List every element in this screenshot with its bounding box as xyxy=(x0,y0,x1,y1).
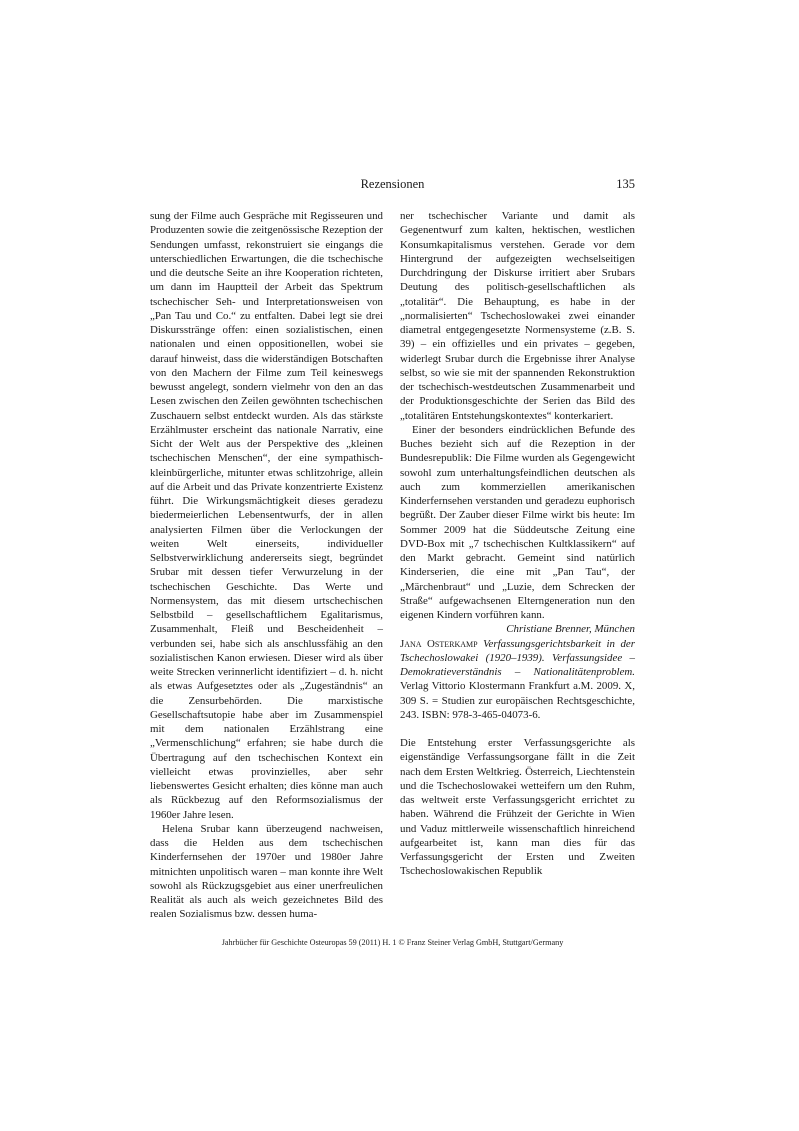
reviewer-signature: Christiane Brenner, München xyxy=(506,623,635,636)
body-paragraph: Helena Srubar kann überzeugend nachweisen, dass die Helden aus dem tschechischen Kinderfernsehen der 1970er und 1980er Jahre mitnichten unpolitisch waren – man konnte ihre Welt sowohl als Rückzugsgebiet aus einer unerfreulichen Realität als auch als weich gezeichnetes Bild des realen Sozialismus bzw. dessen huma- xyxy=(150,822,383,921)
left-column xyxy=(150,209,383,922)
spacer xyxy=(400,722,635,736)
book-citation xyxy=(400,637,635,723)
book-title: Verfassungsgerichtsbarkeit in der Tschechoslowakei (1920–1939). Verfassungsidee – Demokratieverständnis – Nationalitätenproblem. xyxy=(400,637,635,678)
body-paragraph: Die Entstehung erster Verfassungsgerichte als eigenständige Verfassungsorgane fällt in die Zeit nach dem Ersten Weltkrieg. Österreich, Liechtenstein und die Tschechoslowakei wetteifern um den Ruhm, das weltweit erste Verfassungsgericht errichtet zu haben. Während die Frühzeit der Gerichte in Wien und Vaduz mittlerweile wissenschaftlich hinreichend aufgearbeitet ist, kann man dies für das Verfassungsgericht der Ersten und Zweiten Tschechoslowakischen Republik xyxy=(400,737,635,878)
body-paragraph: sung der Filme auch Gespräche mit Regisseuren und Produzenten sowie die zeitgenössische Rezeption der Sendungen umfasst, rekonstruiert sie eingangs die unterschiedlichen Erwartungen, die die tschechische und die deutsche Seite an ihre Kooperation richteten, um dann im Hauptteil der Arbeit das Spektrum tschechischer Seh- und Interpretationsweisen von „Pan Tau und Co.“ zu entfalten. Dabei legt sie drei Diskursstränge offen: einen sozialistischen, einen nationalen und einen oppositionellen, wobei sie darauf hinweist, dass die widerständigen Botschaften von den Machern der Filme zum Teil keineswegs bewusst angelegt, sondern vielmehr von den an das Lesen zwischen den Zeilen gewöhnten tschechischen Zuschauern selbst entdeckt wurden. Als das stärkste Erzählmuster erscheint das nationale Narrativ, eine Sicht der Welt aus der Perspektive des „kleinen tschechischen Menschen“, der eine sympathisch-kleinbürgerliche, mitunter etwas schlitzohrige, allein auf die Arbeit und das Private konzentrierte Existenz führt. Die Wirkungsmächtigkeit dieses geradezu biedermeierlichen Lebensentwurfs, der in allen analysierten Filmen über die Verlockungen der weiten Welt einerseits, individueller Selbstverwirklichung andererseits siegt, begründet Srubar mit dessen tiefer Verwurzelung in der tschechischen Geschichte. Das Werte und Normensystem, das mit diesem urtschechischen Selbstbild – gesellschaftlichem Egalitarismus, Zusammenhalt, Fleiß und Bescheidenheit – verbunden sei, habe sich als anschlussfähig an den sozialistischen Kanon erwiesen. Dieser wird als über weite Strecken verinnerlicht identifiziert – d. h. nicht als etwas Aufgesetztes oder als „Zugeständnis“ an die Zensurbehörden. Die marxistische Gesellschaftsutopie habe aber im Zusammenspiel mit dem nationalen Erzählstrang eine „Vermenschlichung“ erfahren; sie habe durch die Übertragung auf den tschechischen Kontext ein vielleicht etwas provinzielles, aber sehr liebenswertes Gesicht erhalten; dies könne man auch als Rückbezug auf den Reformsozialismus der 1960er Jahre lesen. xyxy=(150,210,383,821)
section-title: Rezensionen xyxy=(360,177,425,191)
page-number: 135 xyxy=(616,177,635,191)
right-column xyxy=(400,209,635,879)
book-details: Verlag Vittorio Klostermann Frankfurt a.M. 2009. X, 309 S. = Studien zur europäischen Rechtsgeschichte, 243. ISBN: 978-3-465-04073-6. xyxy=(400,680,635,721)
body-paragraph: ner tschechischer Variante und damit als Gegenentwurf zum kalten, hektischen, westlichen Konsumkapitalismus verstehen. Gerade vor dem Hintergrund der aufgezeigten wechselseitigen Durchdringung der Diskurse irritiert aber Srubars Deutung des politisch-gesellschaftlichen als „totalitär“. Die Behauptung, es habe in der „normalisierten“ Tschechoslowakei zwei einander diametral entgegengesetzte Normensysteme (z.B. S. 39) – ein offizielles und ein privates – gegeben, widerlegt Srubar durch die Ergebnisse ihrer Analyse selbst, so wie sie mit der spannenden Rekonstruktion der tschechisch-westdeutschen Zusammenarbeit und der Produktionsgeschichte der Serien das Bild des „totalitären Entstehungskontextes“ konterkariert. xyxy=(400,210,635,422)
journal-footer: Jahrbücher für Geschichte Osteuropas 59 (2011) H. 1 © Franz Steiner Verlag GmbH, Stuttgart/Germany xyxy=(221,938,564,947)
body-paragraph: Einer der besonders eindrücklichen Befunde des Buches bezieht sich auf die Rezeption in der Bundesrepublik: Die Filme wurden als Gegengewicht sowohl zum unterhaltungsfeindlichen deutschen als auch zum kommerziellen amerikanischen Kinderfernsehen verstanden und geradezu euphorisch begrüßt. Der Zauber dieser Filme wirkt bis heute: Im Sommer 2009 hat die Süddeutsche Zeitung eine DVD-Box mit „7 tschechischen Kultklassikern“ auf den Markt gebracht. Gemeint sind natürlich Kinderserien, die eine mit „Pan Tau“, der „Märchenbraut“ und „Luzie, dem Schrecken der Straße“ aufgewachsenen Elterngeneration nun den eigenen Kindern vorführen kann. xyxy=(400,423,635,621)
running-header xyxy=(150,177,635,195)
book-author: Jana Osterkamp xyxy=(400,637,478,650)
